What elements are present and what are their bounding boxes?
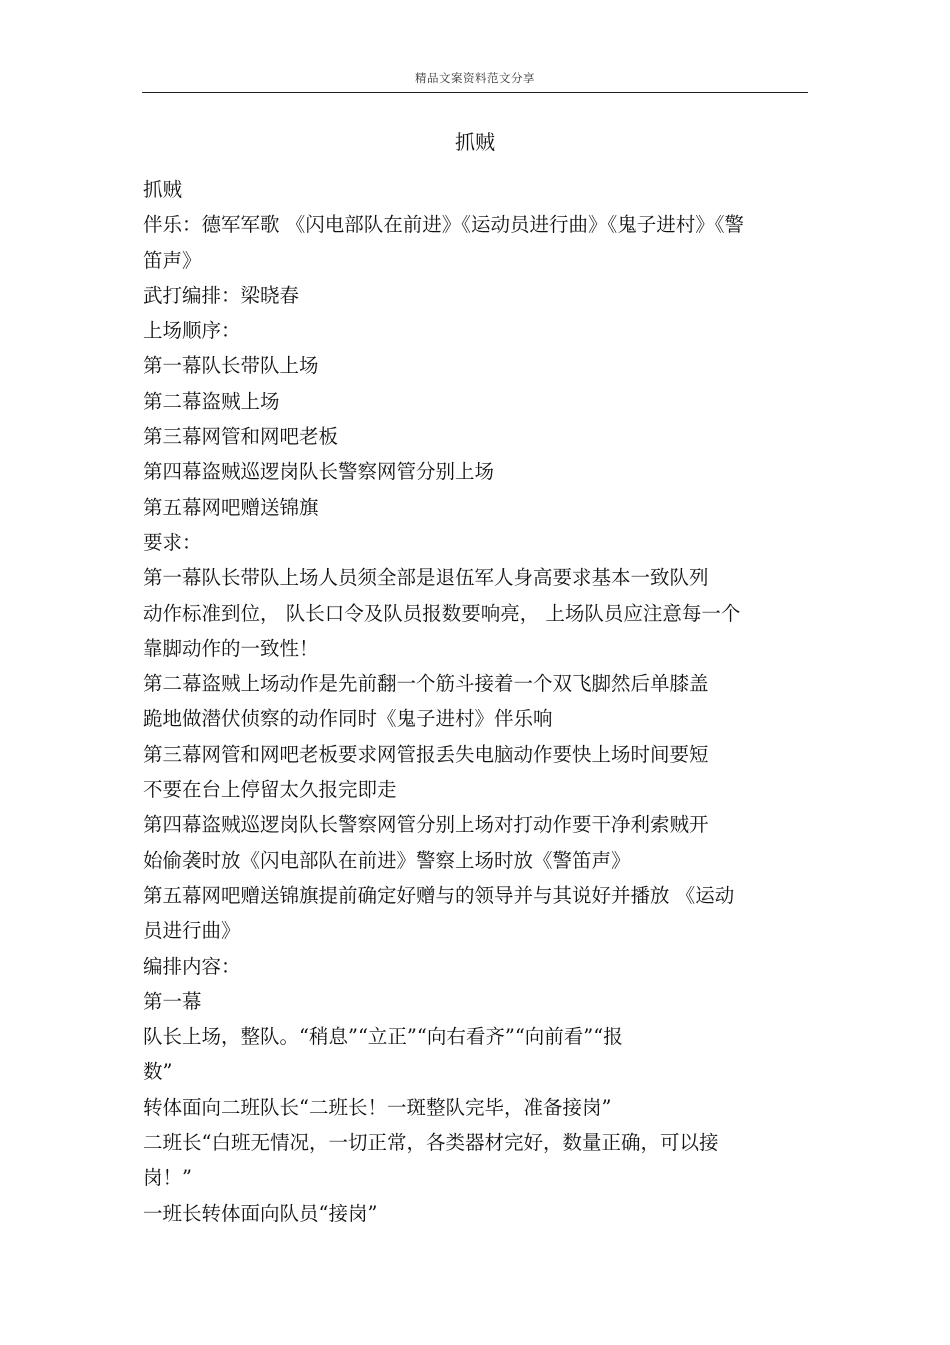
body-line: 第一幕队长带队上场 bbox=[143, 354, 319, 378]
body-line: 靠脚动作的一致性！ bbox=[143, 636, 319, 660]
body-line: 第四幕盗贼巡逻岗队长警察网管分别上场对打动作要干净利索贼开 bbox=[143, 813, 709, 837]
body-line: 一班长转体面向队员“接岗” bbox=[143, 1201, 378, 1225]
page-header bbox=[142, 62, 808, 93]
body-line: 转体面向二班队长“二班长！一斑整队完毕，准备接岗” bbox=[143, 1095, 612, 1119]
body-line: 上场顺序： bbox=[143, 319, 241, 343]
body-line: 笛声》 bbox=[143, 248, 202, 272]
body-line: 编排内容： bbox=[143, 954, 241, 978]
body-line: 第三幕网管和网吧老板 bbox=[143, 425, 339, 449]
body-line: 员进行曲》 bbox=[143, 919, 241, 943]
body-line: 第五幕网吧赠送锦旗 bbox=[143, 495, 319, 519]
body-line: 要求： bbox=[143, 530, 202, 554]
body-line: 第三幕网管和网吧老板要求网管报丢失电脑动作要快上场时间要短 bbox=[143, 742, 709, 766]
document-body bbox=[143, 172, 807, 1231]
body-line: 跪地做潜伏侦察的动作同时《鬼子进村》伴乐响 bbox=[143, 707, 553, 731]
body-line: 始偷袭时放《闪电部队在前进》警察上场时放《警笛声》 bbox=[143, 848, 631, 872]
body-line: 数” bbox=[143, 1060, 173, 1084]
header-text: 精品文案资料范文分享 bbox=[415, 71, 535, 85]
body-line: 岗！” bbox=[143, 1166, 192, 1190]
body-line: 队长上场，整队。“稍息”“立正”“向右看齐”“向前看”“报 bbox=[143, 1025, 623, 1049]
body-line: 动作标准到位， 队长口令及队员报数要响亮， 上场队员应注意每一个 bbox=[143, 601, 741, 625]
body-line: 抓贼 bbox=[143, 178, 183, 201]
body-line: 第四幕盗贼巡逻岗队长警察网管分别上场 bbox=[143, 460, 495, 484]
body-line: 第五幕网吧赠送锦旗提前确定好赠与的领导并与其说好并播放 《运动 bbox=[143, 883, 735, 907]
body-line: 伴乐：德军军歌 《闪电部队在前进》《运动员进行曲》《鬼子进村》《警 bbox=[143, 213, 744, 237]
body-line: 第一幕 bbox=[143, 989, 202, 1013]
body-line: 二班长“白班无情况，一切正常，各类器材完好，数量正确，可以接 bbox=[143, 1131, 719, 1155]
body-line: 第二幕盗贼上场动作是先前翻一个筋斗接着一个双飞脚然后单膝盖 bbox=[143, 672, 709, 696]
body-line: 第二幕盗贼上场 bbox=[143, 389, 280, 413]
body-line: 武打编排：梁晓春 bbox=[143, 283, 300, 307]
body-line: 不要在台上停留太久报完即走 bbox=[143, 778, 397, 802]
body-line: 第一幕队长带队上场人员须全部是退伍军人身高要求基本一致队列 bbox=[143, 566, 709, 590]
document-title: 抓贼 bbox=[455, 130, 495, 154]
